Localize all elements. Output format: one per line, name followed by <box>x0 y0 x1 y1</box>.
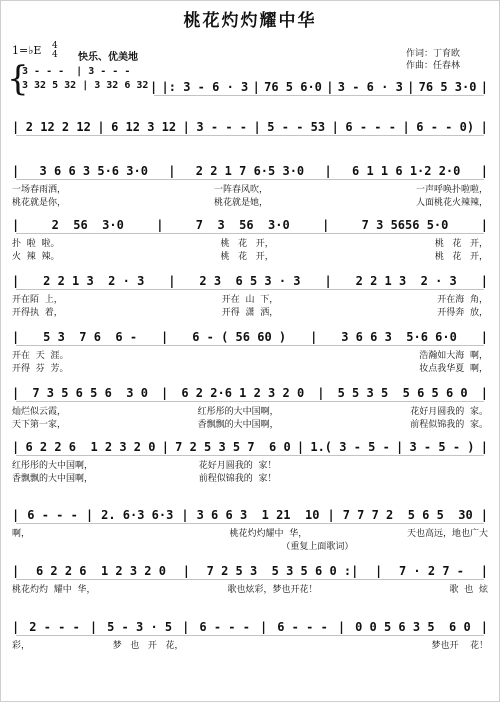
lyric-verse-1 <box>12 526 488 539</box>
lyric-phrase: 一场春雨洒， <box>12 185 67 195</box>
measure: 6 12 3 12 <box>111 120 177 134</box>
lyric-phrase: 梦也开 花！ <box>431 641 488 651</box>
lyric-phrase: 桃花灼灼耀中 华， <box>229 529 308 539</box>
lyric-phrase: 前程似锦我的 家！ <box>198 474 277 484</box>
lyric-phrase: 花好月圆我的 家。 <box>410 407 488 417</box>
lyric-phrase: 一声呼唤扑啦啦， <box>415 185 488 195</box>
bar-line: | <box>480 508 488 522</box>
lyric-phrase: 开在 天 涯。 <box>12 351 69 361</box>
lyric-phrase: 前程似锦我的 家。 <box>410 420 488 430</box>
bar-line: | <box>12 386 20 400</box>
measure: 1.( 3 - 5 - <box>310 440 390 454</box>
measure: 3 6 6 3 5·6 3·0 <box>39 164 148 178</box>
lyric-phrase: 火 辣 辣。 <box>12 252 60 262</box>
lyric-verse-1 <box>12 182 488 195</box>
notation-line <box>12 384 488 402</box>
bar-line: | <box>324 164 332 178</box>
bar-line: | <box>252 80 260 94</box>
bar-line: | <box>85 508 94 522</box>
measure: 5 - 3 · 5 <box>107 620 173 634</box>
beam-line <box>16 635 484 636</box>
time-signature <box>52 42 58 60</box>
notation-line <box>12 438 488 456</box>
measure: 3 6 6 3 1 21 10 <box>196 508 320 522</box>
bar-line: | <box>12 440 20 454</box>
measure: 6 2 2 6 1 2 3 2 0 <box>25 440 156 454</box>
bar-line: | <box>480 386 488 400</box>
measure: 7 3 5656 5·0 <box>361 218 449 232</box>
measure: 76 5 3·0 <box>418 80 477 94</box>
lyric-phrase: 桃花灼灼 耀中 华， <box>12 585 96 595</box>
lyric-phrase: 灿烂似云霞， <box>12 407 67 417</box>
bar-line: | <box>480 440 488 454</box>
lyric-phrase: 浩瀚如大海 啊， <box>419 351 488 361</box>
bar-line: | <box>156 218 164 232</box>
bar-line: | <box>97 120 105 134</box>
lyric-phrase: 扑 啦 啦。 <box>12 239 60 249</box>
lyric-verse-2 <box>12 195 488 208</box>
measure: 6 - ( 56 60 ) <box>192 330 287 344</box>
notation-line <box>12 272 488 290</box>
lyric-phrase: 桃花就是她， <box>213 198 268 208</box>
beam-line <box>16 345 484 346</box>
lyric-phrase: 桃 花 开， <box>220 239 274 249</box>
bar-line: | <box>317 386 325 400</box>
lyric-phrase: 桃 花 开， <box>220 252 274 262</box>
beam-line <box>16 523 484 524</box>
lyric-phrase: 红彤彤的大中国啊， <box>12 461 94 471</box>
measure: 5 5 3 5 5 6 5 6 0 <box>337 386 468 400</box>
lyric-phrase: （重复上面歌词） <box>281 542 354 552</box>
bar-line: | <box>259 620 268 634</box>
lyric-phrase: 开在陌 上， <box>12 295 63 305</box>
bar-line: | <box>12 330 20 344</box>
bar-line: | <box>402 120 410 134</box>
measure: 3 - 6 · 3 <box>337 80 403 94</box>
bar-line: | <box>480 164 488 178</box>
lyric-verse-1 <box>12 236 488 249</box>
lyric-verse-2 <box>12 471 488 484</box>
lyric-phrase: 一阵春风吹， <box>213 185 268 195</box>
bar-line: | <box>253 120 261 134</box>
lyric-verse-2 <box>12 417 488 430</box>
measure: 3 - 5 - ) <box>409 440 475 454</box>
measure: 6 - - - <box>277 620 328 634</box>
lyric-phrase: 开得执 着， <box>12 308 63 318</box>
key-signature: 1=♭E <box>12 44 42 57</box>
lyric-phrase: 彩， <box>12 641 31 651</box>
tempo-marking: 快乐、优美地 <box>78 52 138 63</box>
lyric-verse-2 <box>12 305 488 318</box>
measure: 76 5 6·0 <box>264 80 322 94</box>
measure: 7 · 2 7 - <box>398 564 465 578</box>
intro-lower: 3 32 5 32 | 3 32 6 32 <box>22 80 149 91</box>
notation-line <box>12 118 488 136</box>
notation-line <box>12 162 488 180</box>
notation-line <box>12 216 488 234</box>
bar-line: | <box>161 330 169 344</box>
lyric-phrase: 人面桃花火辣辣， <box>415 198 488 208</box>
meter-top: 4 <box>52 41 58 51</box>
bar-line: | <box>480 120 488 134</box>
bar-line: | <box>182 120 190 134</box>
bar-line: | <box>480 80 488 94</box>
measure: 2 3 6 5 3 · 3 <box>199 274 301 288</box>
bar-line: | <box>161 386 169 400</box>
lyric-phrase: 天下第一家， <box>12 420 67 430</box>
bar-line: | <box>331 120 339 134</box>
bar-line: | <box>12 218 20 232</box>
bar-line: | <box>12 274 20 288</box>
lyric-verse-2 <box>12 361 488 374</box>
song-title: 桃花灼灼耀中华 <box>183 11 317 31</box>
beam-line <box>16 233 484 234</box>
lyric-verse-1 <box>12 638 488 651</box>
bar-line: | <box>337 620 346 634</box>
measure: 2 2 1 7 6·5 3·0 <box>195 164 305 178</box>
measure: 3 - - - <box>196 120 247 134</box>
beam-line <box>16 179 484 180</box>
notation-line <box>12 506 488 524</box>
lyric-verse-1 <box>12 458 488 471</box>
measure: 7 3 56 3·0 <box>195 218 290 232</box>
measure: 6 - - 0) <box>416 120 475 134</box>
measure: 2 2 1 3 2 · 3 <box>355 274 457 288</box>
lyric-phrase: 歌 也 炫 <box>449 585 488 595</box>
lyric-phrase: 红彤彤的大中国啊， <box>197 407 279 417</box>
lyric-phrase: 花好月圆我的 家！ <box>198 461 277 471</box>
lyric-phrase: 开在 山 下， <box>221 295 279 305</box>
bar-line: | <box>12 508 20 522</box>
bar-line: | <box>168 274 176 288</box>
lyric-verse-2 <box>12 539 488 552</box>
bar-line: | <box>480 274 488 288</box>
lyric-verse-1 <box>12 292 488 305</box>
lyric-phrase: 开在海 角， <box>437 295 488 305</box>
measure: 6 2 2·6 1 2 3 2 0 <box>181 386 305 400</box>
bar-line: | <box>12 164 20 178</box>
measure: 6 2 2 6 1 2 3 2 0 <box>35 564 166 578</box>
lyric-verse-2 <box>12 249 488 262</box>
measure: 7 2 5 3 5 7 6 0 <box>175 440 291 454</box>
bar-line: | <box>375 564 383 578</box>
lyric-phrase: 开得 潇 洒， <box>221 308 279 318</box>
lyric-phrase: 桃 花 开， <box>434 239 488 249</box>
measure: 7 7 7 2 5 6 5 30 <box>342 508 473 522</box>
beam-line <box>16 289 484 290</box>
system-brace: { <box>7 59 29 99</box>
bar-line: | <box>296 440 305 454</box>
bar-line: | <box>480 620 488 634</box>
beam-line <box>16 579 484 580</box>
lyric-verse-1 <box>12 404 488 417</box>
bar-line: | <box>326 80 334 94</box>
bar-line: | <box>182 564 190 578</box>
measure: 6 - - - <box>345 120 396 134</box>
bar-line: | <box>89 620 98 634</box>
composer-credit: 作曲：任春林 <box>406 61 461 71</box>
measure: 2 - - - <box>29 620 80 634</box>
lyric-phrase: 桃 花 开， <box>434 252 488 262</box>
measure: 5 3 7 6 6 - <box>43 330 138 344</box>
bar-line: | <box>168 164 176 178</box>
measure: 2 2 1 3 2 · 3 <box>43 274 145 288</box>
bar-line: | <box>161 440 169 454</box>
bar-line: | <box>310 330 318 344</box>
bar-line: | <box>327 508 335 522</box>
bar-line: | <box>407 80 415 94</box>
bar-line: | <box>324 274 332 288</box>
lyric-verse-1 <box>12 582 488 595</box>
notation-line <box>12 328 488 346</box>
beam-line <box>16 135 484 136</box>
bar-line: | <box>181 508 189 522</box>
lyric-phrase: 香飘飘的大中国啊， <box>197 420 279 430</box>
lyric-phrase: 歌也炫彩，梦也开花！ <box>227 585 318 595</box>
bar-line: | <box>150 80 158 94</box>
measure: 6 - - - <box>27 508 78 522</box>
lyric-phrase: 香飘飘的大中国啊， <box>12 474 94 484</box>
meter-bottom: 4 <box>52 50 58 60</box>
intro-upper: 3 - - - | 3 - - - <box>22 66 131 77</box>
bar-line: | <box>480 330 488 344</box>
lyric-phrase: 天也高远，地也广大 <box>406 529 488 539</box>
bar-line: | <box>396 440 404 454</box>
notation-line <box>150 78 488 96</box>
measure: 2 56 3·0 <box>51 218 124 232</box>
lyric-phrase: 妆点我华夏 啊， <box>419 364 488 374</box>
measure: 2. 6·3 6·3 <box>101 508 174 522</box>
bar-line: | <box>12 564 20 578</box>
notation-line <box>12 562 488 580</box>
beam-line <box>154 95 484 96</box>
lyricist-credit: 作词：丁育欧 <box>406 49 461 59</box>
bar-line: | <box>480 218 488 232</box>
bar-line: | <box>12 120 20 134</box>
lyric-phrase: 啊， <box>12 529 31 539</box>
lyric-phrase: 梦 也 开 花， <box>112 641 184 651</box>
lyric-phrase: 开得奔 放， <box>437 308 488 318</box>
measure: 3 6 6 3 5·6 6·0 <box>341 330 457 344</box>
beam-line <box>16 455 484 456</box>
lyric-verse-1 <box>12 348 488 361</box>
lyric-phrase: 开得 芬 芳。 <box>12 364 69 374</box>
measure: 2 12 2 12 <box>25 120 91 134</box>
measure: |: 3 - 6 · 3 <box>161 80 249 94</box>
measure: 7 2 5 3 5 3 5 6 0 :| <box>206 564 359 578</box>
measure: 5 - - 53 <box>267 120 326 134</box>
bar-line: | <box>322 218 330 232</box>
notation-line <box>12 618 488 636</box>
lyric-phrase: 桃花就是你， <box>12 198 67 208</box>
measure: 7 3 5 6 5 6 3 0 <box>32 386 148 400</box>
measure: 6 - - - <box>199 620 250 634</box>
measure: 6 1 1 6 1·2 2·0 <box>352 164 461 178</box>
beam-line <box>16 401 484 402</box>
bar-line: | <box>182 620 190 634</box>
measure: 0 0 5 6 3 5 6 0 <box>355 620 471 634</box>
bar-line: | <box>12 620 20 634</box>
bar-line: | <box>480 564 488 578</box>
